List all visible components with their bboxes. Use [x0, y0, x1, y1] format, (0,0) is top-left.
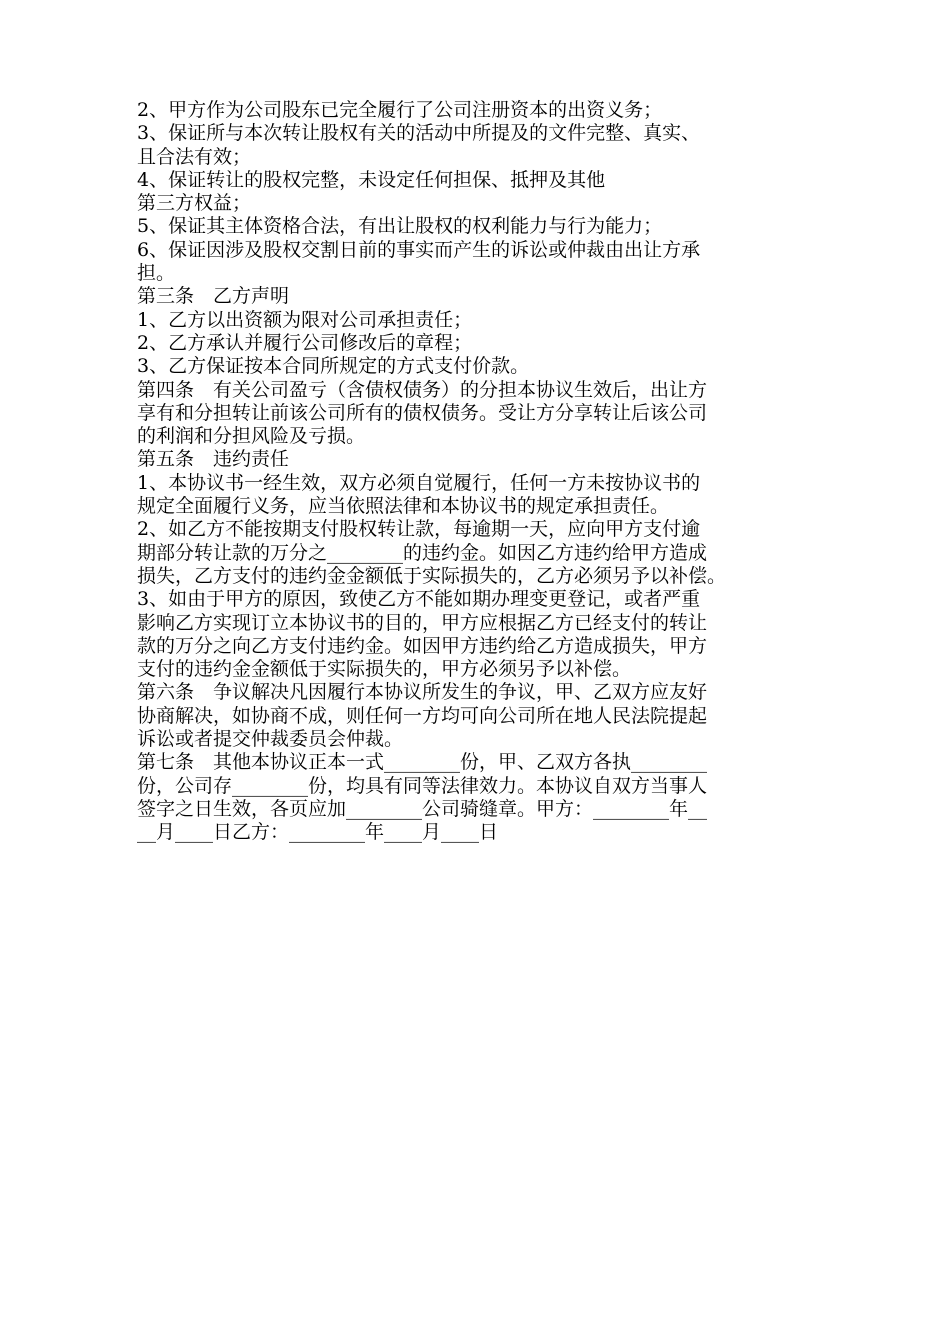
article-heading: 第七条 其他本协议正本一式________份，甲、乙双方各执________	[137, 751, 708, 774]
article-heading: 第四条 有关公司盈亏（含债权债务）的分担本协议生效后，出让方	[137, 378, 708, 401]
text-line: 损失，乙方支付的违约金金额低于实际损失的，乙方必须另予以补偿。	[137, 564, 727, 587]
text-line: 6、保证因涉及股权交割日前的事实而产生的诉讼或仲裁由出让方承	[137, 238, 701, 261]
text-line: 4、保证转让的股权完整，未设定任何担保、抵押及其他	[137, 168, 606, 191]
text-line: 担。	[137, 262, 176, 285]
text-line: 3、乙方保证按本合同所规定的方式支付价款。	[137, 355, 530, 378]
text-line: 诉讼或者提交仲裁委员会仲裁。	[137, 728, 404, 751]
text-line: 款的万分之向乙方支付违约金。如因甲方违约给乙方造成损失，甲方	[137, 634, 708, 657]
text-line: 规定全面履行义务，应当依照法律和本协议书的规定承担责任。	[137, 495, 670, 518]
document-body	[137, 99, 817, 845]
article-heading: 第六条 争议解决凡因履行本协议所发生的争议，甲、乙双方应友好	[137, 681, 708, 704]
text-line: 2、乙方承认并履行公司修改后的章程；	[137, 331, 473, 354]
text-line: 2、如乙方不能按期支付股权转让款，每逾期一天，应向甲方支付逾	[137, 518, 701, 541]
text-line: 1、本协议书一经生效，双方必须自觉履行，任何一方未按协议书的	[137, 471, 701, 494]
text-line: 的利润和分担风险及亏损。	[137, 425, 366, 448]
text-line: 第三方权益；	[137, 192, 252, 215]
text-line: 期部分转让款的万分之________的违约金。如因乙方违约给甲方造成	[137, 541, 708, 564]
text-line: 签字之日生效，各页应加________公司骑缝章。甲方：________年__	[137, 797, 708, 820]
text-line: 份，公司存________份，均具有同等法律效力。本协议自双方当事人	[137, 774, 708, 797]
text-line: 且合法有效；	[137, 145, 252, 168]
text-line: 3、如由于甲方的原因，致使乙方不能如期办理变更登记，或者严重	[137, 588, 701, 611]
text-line: 协商解决，如协商不成，则任何一方均可向公司所在地人民法院提起	[137, 704, 708, 727]
text-line: 2、甲方作为公司股东已完全履行了公司注册资本的出资义务；	[137, 99, 663, 121]
signature-date-line: __月____日乙方：________年____月____日	[137, 821, 499, 844]
article-heading: 第三条 乙方声明	[137, 285, 290, 308]
text-line: 支付的违约金金额低于实际损失的，甲方必须另予以补偿。	[137, 658, 632, 681]
text-line: 5、保证其主体资格合法，有出让股权的权利能力与行为能力；	[137, 215, 663, 238]
text-line: 3、保证所与本次转让股权有关的活动中所提及的文件完整、真实、	[137, 122, 701, 145]
article-heading: 第五条 违约责任	[137, 448, 290, 471]
text-line: 1、乙方以出资额为限对公司承担责任；	[137, 308, 473, 331]
text-line: 享有和分担转让前该公司所有的债权债务。受让方分享转让后该公司	[137, 401, 708, 424]
text-line: 影响乙方实现订立本协议书的目的，甲方应根据乙方已经支付的转让	[137, 611, 708, 634]
